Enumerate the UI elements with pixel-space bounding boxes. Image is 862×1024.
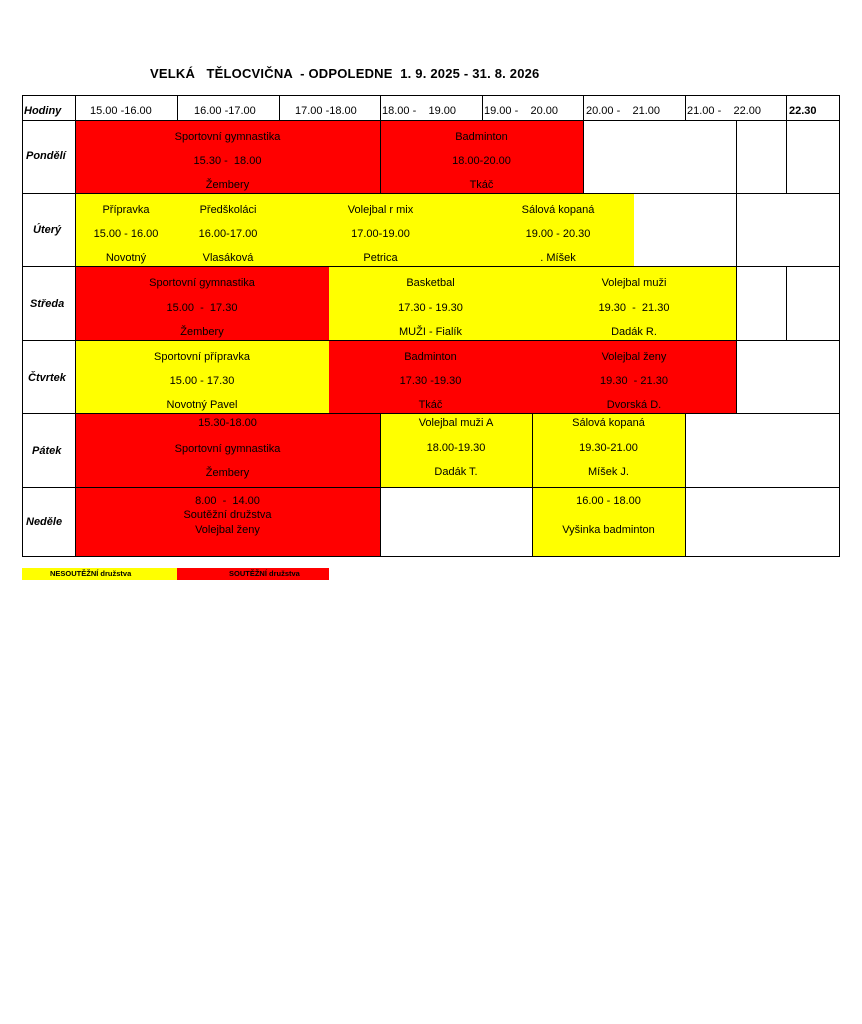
grid-line [380, 488, 381, 557]
grid-line [786, 267, 787, 341]
block-sunday-badminton-name: Vyšinka badminton [562, 524, 655, 536]
grid-line [380, 414, 381, 488]
grid-line [786, 121, 787, 194]
block-thursday-badminton-name: Badminton [404, 351, 457, 363]
block-friday-volejbal-name: Volejbal muži A [418, 417, 494, 429]
day-label-monday: Pondělí [26, 150, 66, 162]
block-thursday-pripravka-name: Sportovní přípravka [154, 351, 250, 363]
block-friday-salova [532, 414, 685, 488]
block-thursday-badminton-coach: Tkáč [418, 399, 443, 411]
block-sunday-badminton [532, 488, 685, 557]
block-friday-salova-name: Sálová kopaná [572, 417, 645, 429]
block-monday-gymnastics-name: Sportovní gymnastika [174, 131, 281, 143]
grid-line [532, 488, 533, 557]
block-friday-gymnastics-coach: Žembery [205, 467, 250, 479]
grid-line [22, 266, 840, 267]
grid-line [22, 95, 840, 96]
block-tuesday-volejbal [279, 194, 482, 267]
block-tuesday-pripravka-name: Přípravka [102, 204, 150, 216]
block-monday-badminton-name: Badminton [455, 131, 508, 143]
grid-line [685, 95, 686, 121]
grid-line [685, 488, 686, 557]
block-friday-gymnastics-name: Sportovní gymnastika [174, 443, 281, 455]
block-tuesday-predskolaci [177, 194, 279, 267]
block-thursday-volejbal [532, 341, 736, 414]
grid-line [736, 121, 737, 194]
grid-line [22, 487, 840, 488]
header-hour-3: 17.00 -18.00 [295, 105, 357, 117]
block-wednesday-gymnastics-time: 15.00 - 17.30 [166, 302, 238, 314]
legend-noncompetitive [22, 568, 177, 580]
block-monday-gymnastics [75, 121, 380, 194]
header-hour-7: 21.00 - 22.00 [687, 105, 761, 117]
header-hour-2: 16.00 -17.00 [194, 105, 256, 117]
grid-line [685, 414, 686, 488]
grid-line [482, 95, 483, 121]
grid-line [279, 95, 280, 121]
block-tuesday-predskolaci-time: 16.00-17.00 [198, 228, 258, 240]
block-wednesday-volejbal-time: 19.30 - 21.30 [598, 302, 670, 314]
legend-competitive [177, 568, 329, 580]
block-wednesday-gymnastics [75, 267, 329, 341]
legend-noncompetitive-label: NESOUTĚŽNÍ družstva [50, 569, 132, 578]
block-sunday-volejbal [75, 488, 380, 557]
header-corner-label: Hodiny [24, 105, 62, 117]
block-wednesday-gymnastics-name: Sportovní gymnastika [149, 277, 255, 289]
grid-line [786, 95, 787, 121]
header-hour-4: 18.00 - 19.00 [382, 105, 456, 117]
block-monday-badminton [380, 121, 583, 194]
block-friday-volejbal-coach: Dadák T. [434, 466, 478, 478]
grid-line [380, 95, 381, 121]
block-tuesday-salova-time: 19.00 - 20.30 [525, 228, 591, 240]
day-label-tuesday: Úterý [33, 224, 62, 236]
block-sunday-volejbal-type: Soutěžní družstva [183, 509, 272, 521]
block-monday-badminton-time: 18.00-20.00 [452, 155, 511, 167]
header-hour-6: 20.00 - 21.00 [586, 105, 660, 117]
page-title: VELKÁ TĚLOCVIČNA - ODPOLEDNE 1. 9. 2025 - 31. 8. 2026 [150, 66, 540, 81]
block-wednesday-basketbal-name: Basketbal [406, 277, 455, 289]
block-wednesday-basketbal-coach: MUŽI - Fialík [399, 326, 462, 338]
block-wednesday-volejbal [532, 267, 736, 341]
block-friday-gymnastics [75, 414, 380, 488]
block-tuesday-volejbal-coach: Petrica [363, 252, 398, 264]
day-label-sunday: Neděle [26, 516, 63, 528]
block-friday-gymnastics-time: 15.30-18.00 [198, 417, 257, 429]
block-wednesday-volejbal-name: Volejbal muži [601, 277, 667, 289]
block-thursday-badminton [329, 341, 532, 414]
block-friday-volejbal-time: 18.00-19.30 [426, 442, 486, 454]
block-thursday-pripravka-coach: Novotný Pavel [166, 399, 238, 411]
block-tuesday-salova-name: Sálová kopaná [521, 204, 595, 216]
grid-line [22, 340, 840, 341]
block-tuesday-volejbal-time: 17.00-19.00 [351, 228, 410, 240]
day-label-friday: Pátek [32, 445, 62, 457]
block-thursday-badminton-time: 17.30 -19.30 [399, 375, 462, 387]
block-friday-salova-time: 19.30-21.00 [579, 442, 638, 454]
block-thursday-volejbal-name: Volejbal ženy [601, 351, 667, 363]
grid-line [736, 341, 737, 414]
grid-line [736, 267, 737, 341]
block-tuesday-salova [482, 194, 634, 267]
grid-line [380, 121, 381, 194]
grid-line [177, 95, 178, 121]
block-friday-salova-coach: Míšek J. [588, 466, 629, 478]
legend-competitive-label: SOUTĚŽNÍ družstva [229, 569, 300, 578]
grid-line [583, 121, 584, 194]
block-wednesday-basketbal-time: 17.30 - 19.30 [398, 302, 463, 314]
block-sunday-volejbal-time: 8.00 - 14.00 [195, 495, 260, 507]
block-thursday-volejbal-time: 19.30 - 21.30 [600, 375, 668, 387]
grid-line [22, 193, 840, 194]
block-thursday-pripravka [75, 341, 329, 414]
block-sunday-volejbal-name: Volejbal ženy [195, 524, 260, 536]
block-tuesday-volejbal-name: Volejbal r mix [347, 204, 414, 216]
grid-line [22, 120, 840, 121]
header-hour-8: 22.30 [789, 105, 817, 117]
grid-line [736, 194, 737, 267]
block-friday-volejbal [380, 414, 532, 488]
grid-line [22, 413, 840, 414]
block-wednesday-volejbal-coach: Dadák R. [611, 326, 657, 338]
block-tuesday-predskolaci-name: Předškoláci [199, 204, 257, 216]
grid-line [22, 556, 840, 557]
grid-line [532, 414, 533, 488]
block-tuesday-pripravka-time: 15.00 - 16.00 [93, 228, 159, 240]
block-wednesday-gymnastics-coach: Žembery [180, 326, 224, 338]
day-label-wednesday: Středa [30, 298, 65, 310]
block-monday-gymnastics-coach: Žembery [205, 179, 250, 191]
block-thursday-volejbal-coach: Dvorská D. [606, 399, 662, 411]
block-thursday-pripravka-time: 15.00 - 17.30 [169, 375, 235, 387]
grid-line [583, 95, 584, 121]
block-tuesday-predskolaci-coach: Vlasáková [202, 252, 254, 264]
block-monday-gymnastics-time: 15.30 - 18.00 [193, 155, 262, 167]
grid-line [75, 95, 76, 557]
block-sunday-badminton-time: 16.00 - 18.00 [576, 495, 641, 507]
day-label-thursday: Čtvrtek [28, 372, 66, 384]
header-hour-1: 15.00 -16.00 [90, 105, 152, 117]
block-monday-badminton-coach: Tkáč [469, 179, 494, 191]
block-wednesday-basketbal [329, 267, 532, 341]
schedule-table [22, 95, 840, 557]
header-hour-5: 19.00 - 20.00 [484, 105, 558, 117]
block-tuesday-pripravka-coach: Novotný [105, 252, 147, 264]
block-tuesday-pripravka [75, 194, 177, 267]
block-tuesday-salova-coach: . Míšek [540, 252, 576, 264]
